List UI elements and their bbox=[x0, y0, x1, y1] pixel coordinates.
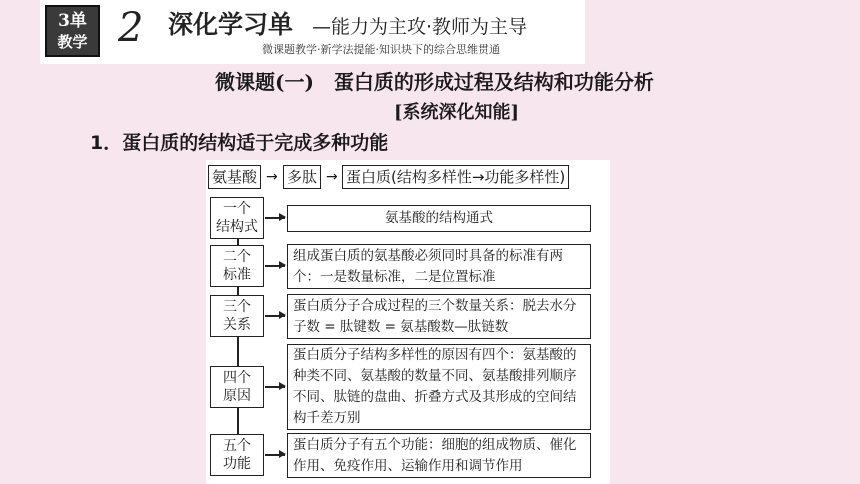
chain-protein: 蛋白质(结构多样性→功能多样性) bbox=[342, 165, 569, 189]
category-label: 二个 标准 bbox=[223, 249, 251, 283]
category-label: 三个 关系 bbox=[223, 299, 251, 333]
lesson-title: 微课题(一) 蛋白质的形成过程及结构和功能分析 bbox=[215, 70, 654, 94]
arrow-icon bbox=[265, 315, 285, 317]
badge-line1: 3单 bbox=[58, 11, 87, 31]
category-functions bbox=[210, 434, 264, 476]
chain-arrow-icon: → bbox=[326, 169, 338, 185]
description-text: 蛋白质分子结构多样性的原因有四个：氨基酸的种类不同、氨基酸的数量不同、氨基酸排列顺序不同、肽链的盘曲、折叠方式及其形成的空间结构千差万别 bbox=[293, 347, 577, 426]
description-box bbox=[287, 244, 591, 289]
description-text: 氨基酸的结构通式 bbox=[385, 210, 493, 226]
category-relations bbox=[210, 295, 264, 337]
category-structure-formula bbox=[210, 197, 264, 239]
description-text: 组成蛋白质的氨基酸必须同时具备的标准有两个：一是数量标准，二是位置标准 bbox=[293, 247, 563, 285]
banner-note: 微课题教学·新学法提能·知识块下的综合思维贯通 bbox=[262, 43, 500, 56]
chain-amino-acid: 氨基酸 bbox=[208, 165, 261, 189]
description-text: 蛋白质分子合成过程的三个数量关系：脱去水分子数 = 肽键数 = 氨基酸数—肽链数 bbox=[293, 297, 577, 335]
description-box bbox=[287, 294, 591, 339]
chain-arrow-icon: → bbox=[266, 169, 278, 185]
description-box bbox=[287, 344, 591, 430]
section-heading: 1．蛋白质的结构适于完成多种功能 bbox=[90, 132, 389, 154]
category-standards bbox=[210, 245, 264, 287]
description-text: 蛋白质分子有五个功能：细胞的组成物质、催化作用、免疫作用、运输作用和调节作用 bbox=[293, 436, 577, 474]
arrow-icon bbox=[265, 265, 285, 267]
banner-title: 深化学习单 bbox=[168, 10, 294, 39]
category-label: 五个 功能 bbox=[223, 438, 251, 472]
arrow-icon bbox=[265, 217, 285, 219]
arrow-icon bbox=[265, 454, 285, 456]
category-label: 四个 原因 bbox=[223, 370, 251, 404]
category-label: 一个 结构式 bbox=[216, 201, 258, 235]
banner-subtitle: —能力为主攻·教师为主导 bbox=[312, 16, 528, 38]
description-box bbox=[287, 433, 591, 478]
description-box bbox=[287, 205, 591, 232]
chain-polypeptide: 多肽 bbox=[283, 165, 321, 189]
unit-badge bbox=[45, 5, 100, 57]
section-label: [系统深化知能] bbox=[394, 102, 520, 123]
arrow-icon bbox=[265, 386, 285, 388]
banner-number: 2 bbox=[118, 5, 144, 51]
category-reasons bbox=[210, 366, 264, 408]
badge-line2: 教学 bbox=[57, 33, 88, 51]
